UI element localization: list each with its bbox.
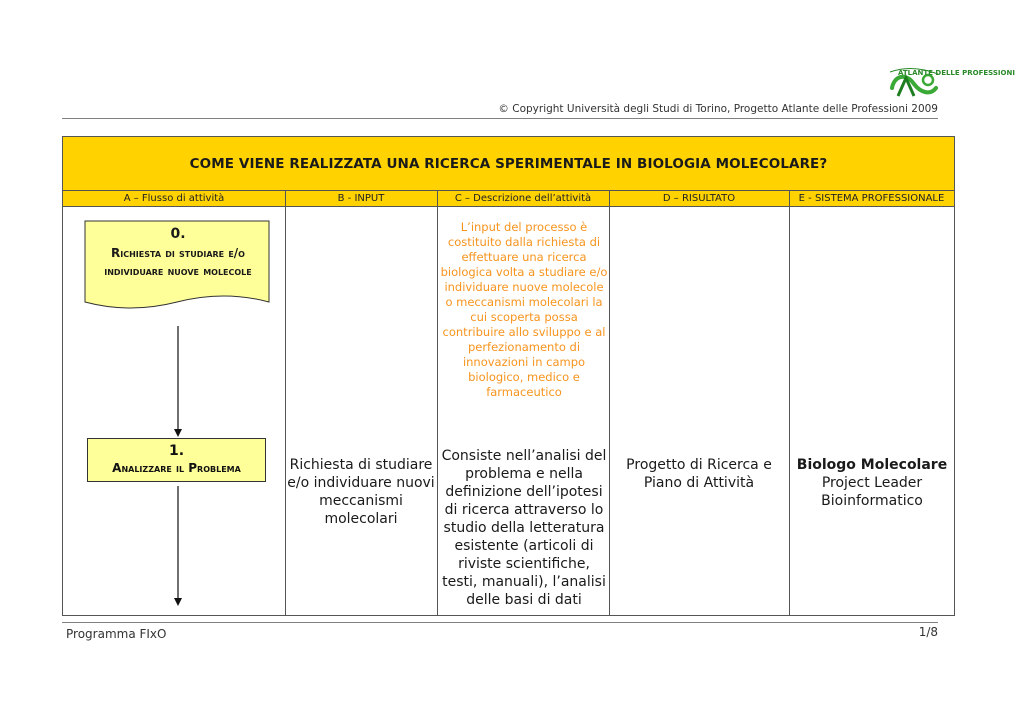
role-bioinformatico: Bioinformatico	[821, 493, 923, 509]
column-divider	[437, 190, 438, 616]
flow-step-1-text: Analizzare il Problema	[112, 461, 241, 475]
atlante-logo	[884, 66, 1015, 106]
page-number: 1/8	[918, 625, 938, 639]
flow-step-1-number: 1.	[168, 443, 185, 459]
step-0-description: L’input del processo è costituito dalla richiesta di effettuare una ricerca biologica volta a studiare e/o individuare nuove molecole o meccanismi molecolari la cui scoperta possa contribuire allo sviluppo e al perfezionamento di innovazioni in campo biologico, medico e farmaceutico	[440, 220, 608, 399]
column-divider	[789, 190, 790, 616]
column-header-d: D – RISULTATO	[662, 193, 736, 204]
column-header-row	[63, 190, 954, 207]
column-divider	[609, 190, 610, 616]
flow-step-0-number: 0.	[170, 226, 186, 242]
footer-divider	[62, 622, 938, 623]
flow-arrow	[172, 486, 184, 608]
copyright-notice: © Copyright Università degli Studi di Torino, Progetto Atlante delle Professioni 2009	[498, 103, 938, 115]
footer-program-name: Programma FIxO	[66, 627, 167, 641]
column-header-e: E - SISTEMA PROFESSIONALE	[798, 193, 945, 204]
column-header-c: C – Descrizione dell’attività	[454, 193, 592, 204]
column-divider	[285, 190, 286, 616]
step-1-input: Richiesta di studiare e/o individuare nuovi meccanismi molecolari	[287, 457, 435, 527]
step-1-description: Consiste nell’analisi del problema e nella definizione dell’ipotesi di ricerca attraverso lo studio della letteratura esistente (articoli di riviste scientifiche, testi, manuali), l’analisi delle basi di dati	[441, 448, 607, 608]
step-1-result: Progetto di Ricerca e Piano di Attività	[626, 457, 772, 491]
header-divider	[62, 118, 938, 119]
table-title: COME VIENE REALIZZATA UNA RICERCA SPERIMENTALE IN BIOLOGIA MOLECOLARE?	[63, 137, 954, 190]
column-header-b: B - INPUT	[337, 193, 385, 204]
step-1-professional-system	[791, 456, 953, 510]
flow-arrow	[172, 326, 184, 438]
flow-step-1-box	[87, 438, 266, 482]
logo-wordmark: ATLANTE DELLE PROFESSIONI	[898, 69, 1015, 77]
role-biologo-molecolare: Biologo Molecolare	[796, 457, 948, 473]
flow-step-0-label	[92, 226, 264, 281]
role-project-leader: Project Leader	[821, 475, 923, 491]
flow-step-0-text: Richiesta di studiare e/o individuare nuove molecole	[104, 246, 252, 278]
column-header-a: A – Flusso di attività	[123, 193, 225, 204]
